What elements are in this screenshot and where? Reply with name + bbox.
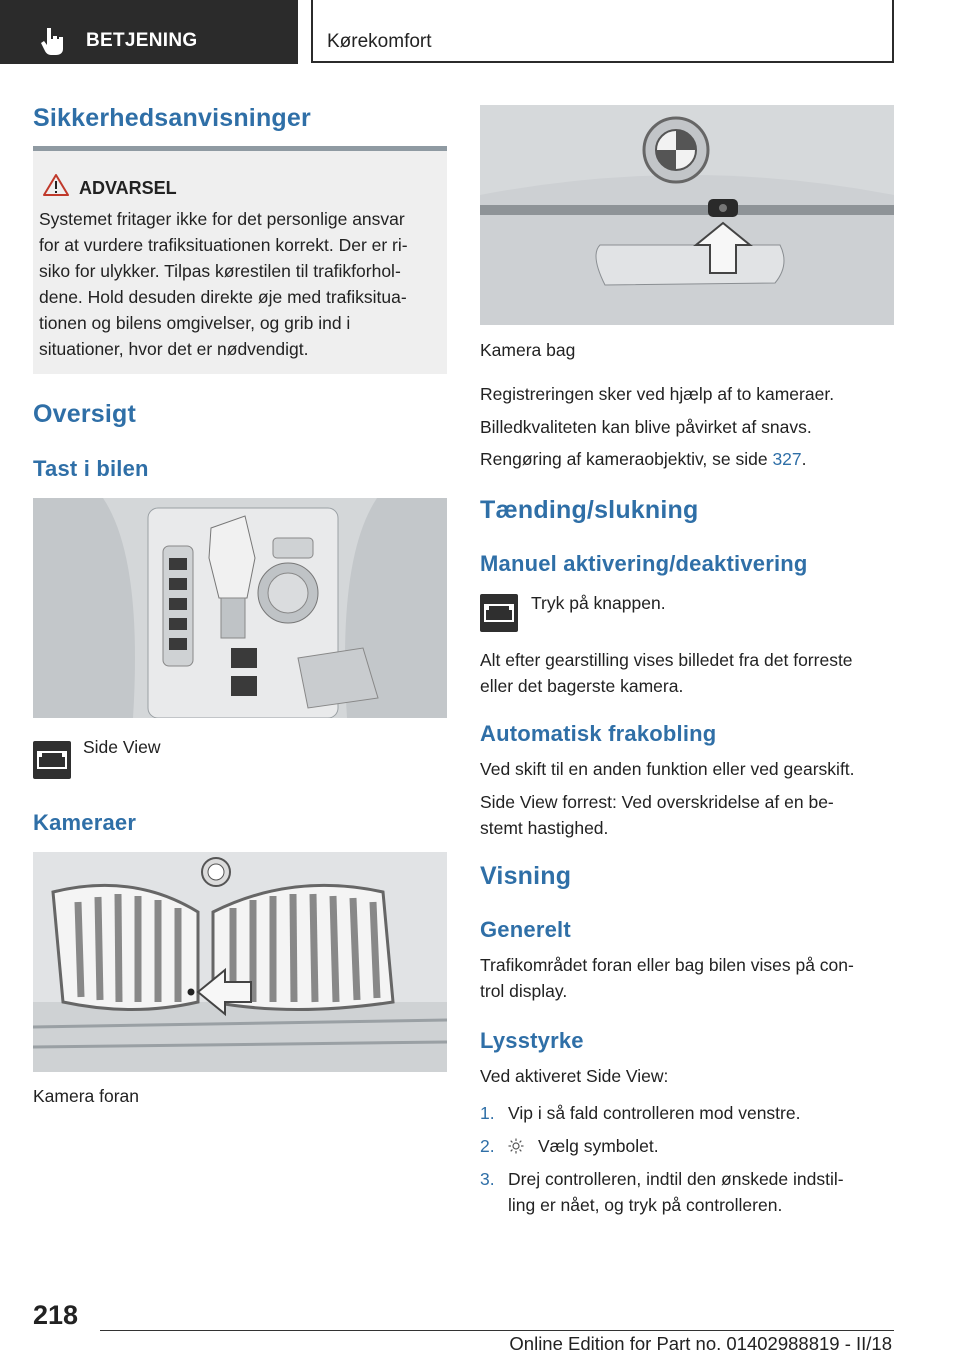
camera-button-icon (480, 594, 518, 632)
step-text: Vip i så fald controlleren mod venstre. (508, 1103, 801, 1123)
press-button-text: Tryk på knappen. (531, 593, 666, 613)
section-tab (0, 0, 298, 64)
warning-box (33, 146, 447, 374)
warning-triangle-icon (43, 173, 69, 197)
chapter-header (311, 0, 894, 63)
button-heading: Tast i bilen (33, 456, 149, 481)
display-heading: Visning (480, 862, 572, 890)
gear-line: Alt efter gearstilling vises billedet fra det forreste (480, 650, 853, 670)
list-item (480, 1100, 894, 1133)
rear-camera-caption: Kamera bag (480, 340, 576, 360)
general-heading: Generelt (480, 917, 571, 942)
footer-edition: Online Edition for Part no. 01402988819 - II/18 (509, 1333, 892, 1354)
warning-line: Systemet fritager ikke for det personlige ansvar (39, 209, 405, 229)
footer-rule (100, 1330, 894, 1331)
auto-off-heading: Automatisk frakobling (480, 721, 717, 746)
paragraph-cleaning (480, 446, 807, 472)
brightness-steps (480, 1100, 894, 1226)
side-view-button-icon (33, 741, 71, 779)
safety-heading: Sikkerhedsanvisninger (33, 104, 311, 132)
brightness-intro: Ved aktiveret Side View: (480, 1066, 669, 1086)
list-item (480, 1133, 894, 1166)
warning-line: for at vurdere trafiksituationen korrekt. Der er ri- (39, 235, 408, 255)
cleaning-text: Rengøring af kameraobjektiv, se side (480, 449, 773, 469)
warning-line: dene. Hold desuden direkte øje med trafiksitua- (39, 287, 407, 307)
auto-line: stemt hastighed. (480, 818, 609, 838)
paragraph-dirt: Billedkvaliteten kan blive påvirket af snavs. (480, 417, 812, 437)
page-link[interactable]: 327 (772, 449, 802, 469)
general-line: trol display. (480, 981, 568, 1001)
brightness-sun-icon (508, 1138, 524, 1154)
ignition-heading: Tænding/slukning (480, 496, 699, 524)
warning-line: siko for ulykker. Tilpas kørestilen til trafikforhol- (39, 261, 401, 281)
cameras-heading: Kameraer (33, 810, 137, 835)
page-number: 218 (33, 1300, 79, 1330)
paragraph-two-cameras: Registreringen sker ved hjælp af to kameraer. (480, 384, 835, 404)
gear-paragraph (480, 647, 853, 699)
warning-text (39, 206, 445, 362)
step-text: Vælg symbolet. (538, 1136, 659, 1156)
front-camera-caption: Kamera foran (33, 1086, 140, 1106)
step-line: ling er nået, og tryk på controlleren. (508, 1195, 783, 1215)
overview-heading: Oversigt (33, 400, 137, 428)
step-line: Drej controlleren, indtil den ønskede indstil- (508, 1169, 844, 1189)
hand-pointer-icon (40, 26, 66, 56)
step-number: 3. (480, 1169, 495, 1189)
center-console-image (33, 498, 447, 718)
section-label: BETJENING (86, 30, 198, 51)
step-number: 2. (480, 1136, 495, 1156)
auto-off-speed-paragraph (480, 789, 834, 841)
general-line: Trafikområdet foran eller bag bilen vises på con- (480, 955, 854, 975)
general-paragraph (480, 952, 854, 1004)
side-view-label: Side View (83, 737, 161, 757)
warning-title: ADVARSEL (79, 178, 177, 198)
step-number: 1. (480, 1103, 495, 1123)
auto-line: Side View forrest: Ved overskridelse af en be- (480, 792, 834, 812)
rear-camera-image (480, 105, 894, 325)
gear-line: eller det bagerste kamera. (480, 676, 684, 696)
step-text (508, 1166, 844, 1218)
manual-heading: Manuel aktivering/deaktivering (480, 551, 808, 576)
front-camera-image (33, 852, 447, 1072)
list-item (480, 1166, 894, 1226)
chapter-title: Kørekomfort (327, 31, 432, 52)
brightness-heading: Lysstyrke (480, 1028, 584, 1053)
cleaning-period: . (801, 449, 807, 469)
warning-line: tionen og bilens omgivelser, og grib ind i (39, 313, 351, 333)
auto-off-paragraph: Ved skift til en anden funktion eller ved gearskift. (480, 759, 855, 779)
warning-line: situationer, hvor det er nødvendigt. (39, 339, 309, 359)
